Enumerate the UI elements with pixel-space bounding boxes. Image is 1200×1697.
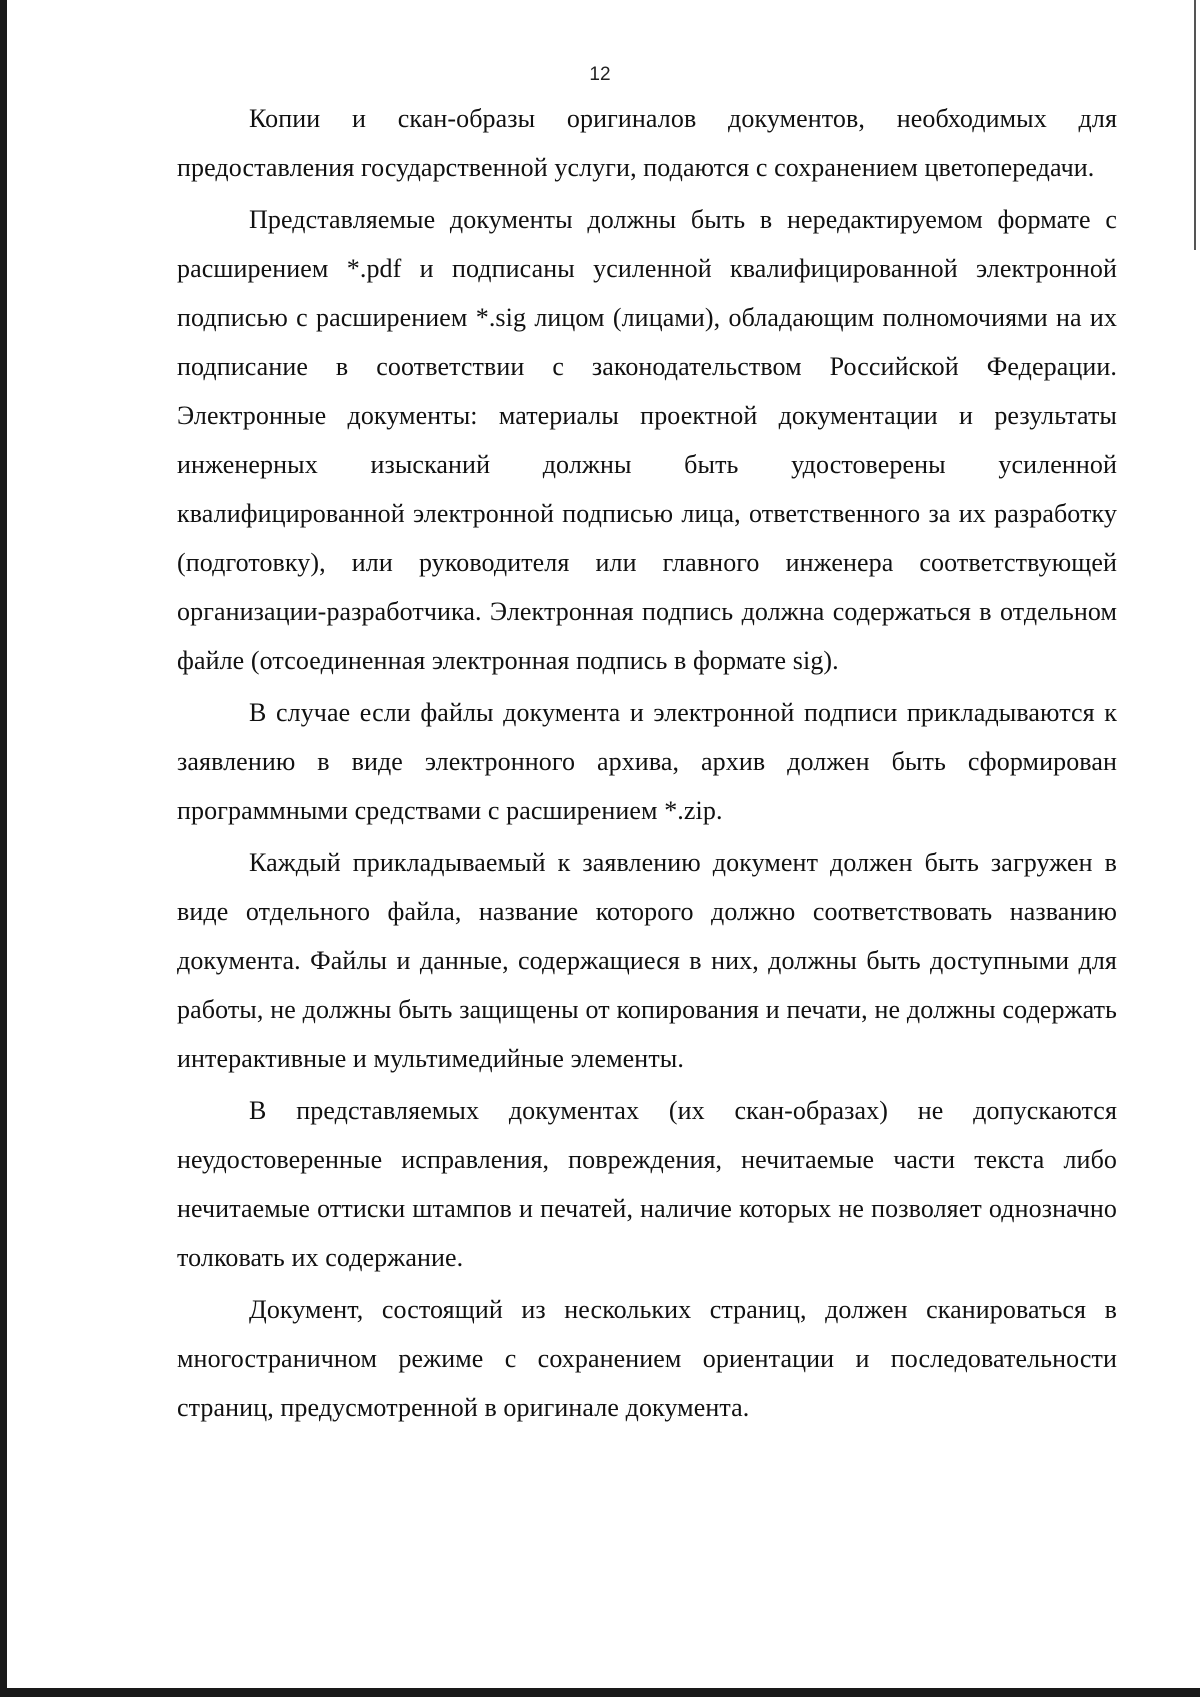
scan-edge-bottom — [0, 1688, 1200, 1697]
paragraph-separate-files: Каждый прикладываемый к заявлению документ должен быть загружен в виде отдельного файла, название которого должно соответствовать названию документа. Файлы и данные, содержащиеся в них, должны быть доступными для работы, не должны быть защищены от копирования и печати, не должны содержать интерактивные и мультимедийные элементы. — [177, 848, 1117, 1073]
paragraph-archive: В случае если файлы документа и электронной подписи прикладываются к заявлению в виде электронного архива, архив должен быть сформирован программными средствами с расширением *.zip. — [177, 698, 1117, 825]
paragraph-multipage-scan: Документ, состоящий из нескольких страниц, должен сканироваться в многостраничном режиме с сохранением ориентации и последовательности страниц, предусмотренной в оригинале документа. — [177, 1295, 1117, 1422]
page-number: 12 — [589, 64, 611, 85]
scan-edge-right — [1194, 0, 1196, 250]
paragraph-document-format: Представляемые документы должны быть в нередактируемом формате с расширением *.pdf и подписаны усиленной квалифицированной электронной подписью с расширением *.sig лицом (лицами), обладающим полномочиями на их подписание в соответствии с законодательством Российской Федерации. Электронные документы: материалы проектной документации и результаты инженерных изысканий должны быть удостоверены усиленной квалифицированной электронной подписью лица, ответственного за их разработку (подготовку), или руководителя или главного инженера соответствующей организации-разработчика. Электронная подпись должна содержаться в отдельном файле (отсоединенная электронная подпись в формате sig). — [177, 205, 1117, 675]
paragraph-scan-copies: Копии и скан-образы оригиналов документов, необходимых для предоставления государственной услуги, подаются с сохранением цветопередачи. — [177, 104, 1117, 182]
document-body — [177, 94, 1117, 1435]
scan-edge-left — [0, 0, 7, 1697]
paragraph-corrections: В представляемых документах (их скан-образах) не допускаются неудостоверенные исправления, повреждения, нечитаемые части текста либо нечитаемые оттиски штампов и печатей, наличие которых не позволяет однозначно толковать их содержание. — [177, 1096, 1117, 1272]
